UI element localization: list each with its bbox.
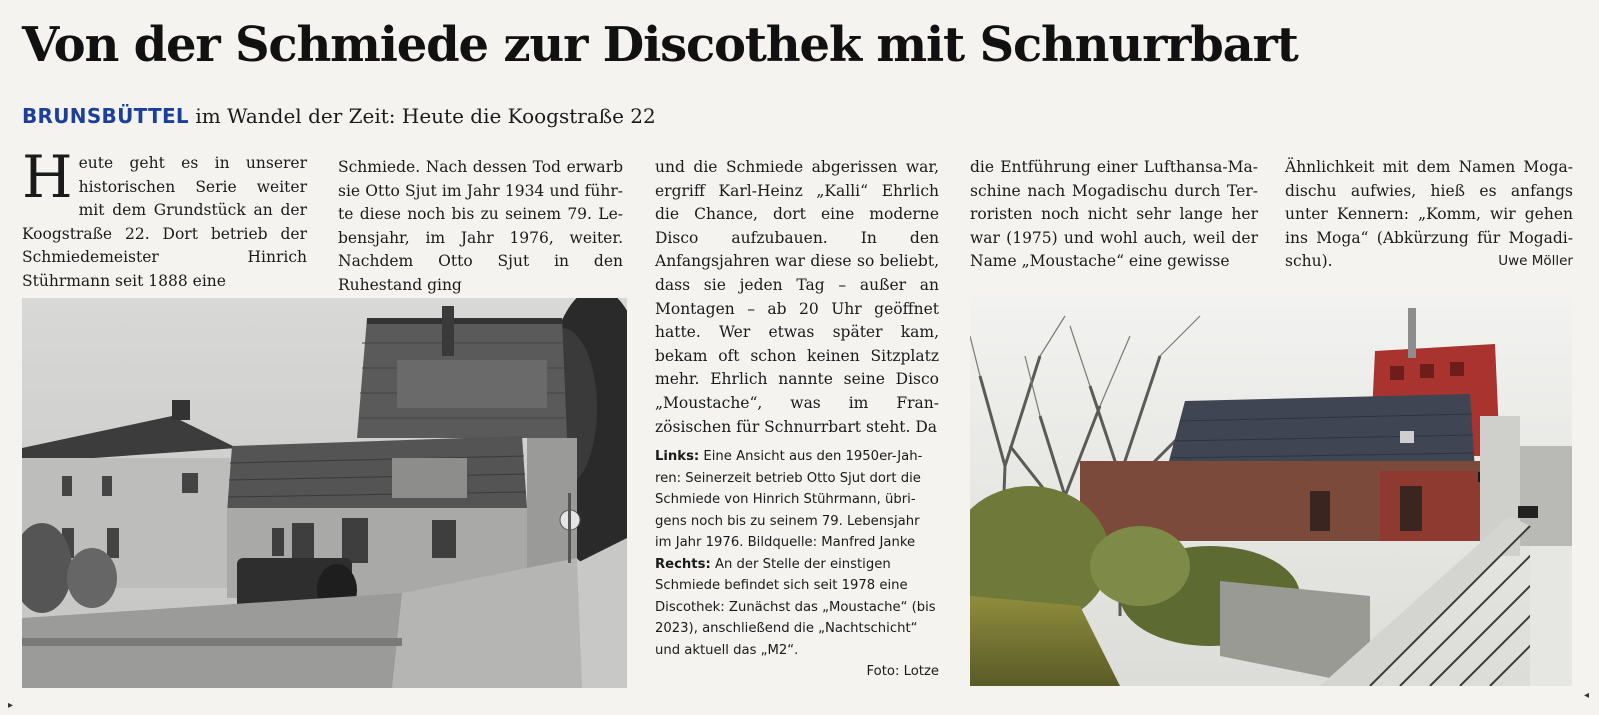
article-column-1 xyxy=(22,143,307,294)
column-3-text: und die Schmiede abgerissen war, ergriff Karl-Heinz „Kalli“ Ehrlich die Chance, dort eine moderne Disco aufzubauen. In den Anfangsjahren war diese so beliebt, dass sie jeden Tag – außer an Montagen – ab 20 Uhr geöffnet hatte. Wer etwas später kam, bekam oft schon keinen Sitzplatz mehr. Ehrlich nannte seine Disco „Moustache“, was im Französischen für Schnurrbart steht. Da xyxy=(655,158,939,436)
headline: Von der Schmiede zur Discothek mit Schnurrbart xyxy=(22,17,1298,73)
caption-links-credit: Bildquelle: Manfred Janke xyxy=(747,535,916,550)
column-4-text: die Entführung einer Lufthansa-Maschine nach Mogadischu durch Terroristen noch nicht sehr lange her war (1975) und wohl auch, weil der Name „Moustache“ eine gewisse xyxy=(970,158,1258,271)
historic-photo-image xyxy=(22,298,627,688)
caption-links-label: Links: xyxy=(655,449,700,464)
margin-mark-right: ◂ xyxy=(1583,690,1589,701)
author: Uwe Möller xyxy=(1498,253,1573,270)
column-5-body: Ähnlichkeit mit dem Namen Mogadischu aufwies, hieß es anfangs unter Kennern: „Komm, wir gehen ins Moga“ (Abkürzung für Mogadischu). xyxy=(1285,158,1573,271)
subline xyxy=(22,104,656,128)
foto-credit: Foto: Lotze xyxy=(866,664,939,679)
caption-rechts-text: An der Stelle der einstigen Schmiede befindet sich seit 1978 eine Discothek: Zunächst das „Moustache“ (bis 2023), anschließend die „Nachtschicht“ und aktuell das „M2“. xyxy=(655,556,936,658)
caption-links-text: Eine Ansicht aus den 1950er-Jahren: Seinerzeit betrieb Otto Sjut dort die Schmiede von Hinrich Stührmann, übrigens noch bis zu seinem 79. Lebensjahr im Jahr 1976. xyxy=(655,449,923,550)
modern-photo xyxy=(970,296,1572,686)
modern-photo-image xyxy=(970,296,1572,686)
photo-caption xyxy=(655,446,939,683)
dropcap: H xyxy=(22,143,73,211)
article-column-3 xyxy=(655,156,939,439)
article-column-5 xyxy=(1285,156,1573,274)
column-5-text xyxy=(1285,156,1573,274)
kicker: BRUNSBÜTTEL xyxy=(22,104,189,128)
margin-mark-left: ▸ xyxy=(8,700,14,711)
caption-rechts-label: Rechts: xyxy=(655,556,711,572)
column-1-text: eute geht es in unserer historischen Serie weiter mit dem Grundstück an der Koogstraße 22. Dort betrieb der Schmiedemeister Hinrich Stührmann seit 1888 eine xyxy=(22,154,307,290)
subline-text: im Wandel der Zeit: Heute die Koogstraße 22 xyxy=(195,104,656,128)
historic-photo xyxy=(22,298,627,688)
column-2-text: Schmiede. Nach dessen Tod erwarb sie Otto Sjut im Jahr 1934 und führte diese noch bis zu seinem 79. Lebensjahr, im Jahr 1976, weiter. Nachdem Otto Sjut in den Ruhestand ging xyxy=(338,158,623,294)
article-column-2 xyxy=(338,156,623,298)
article-column-4 xyxy=(970,156,1258,274)
